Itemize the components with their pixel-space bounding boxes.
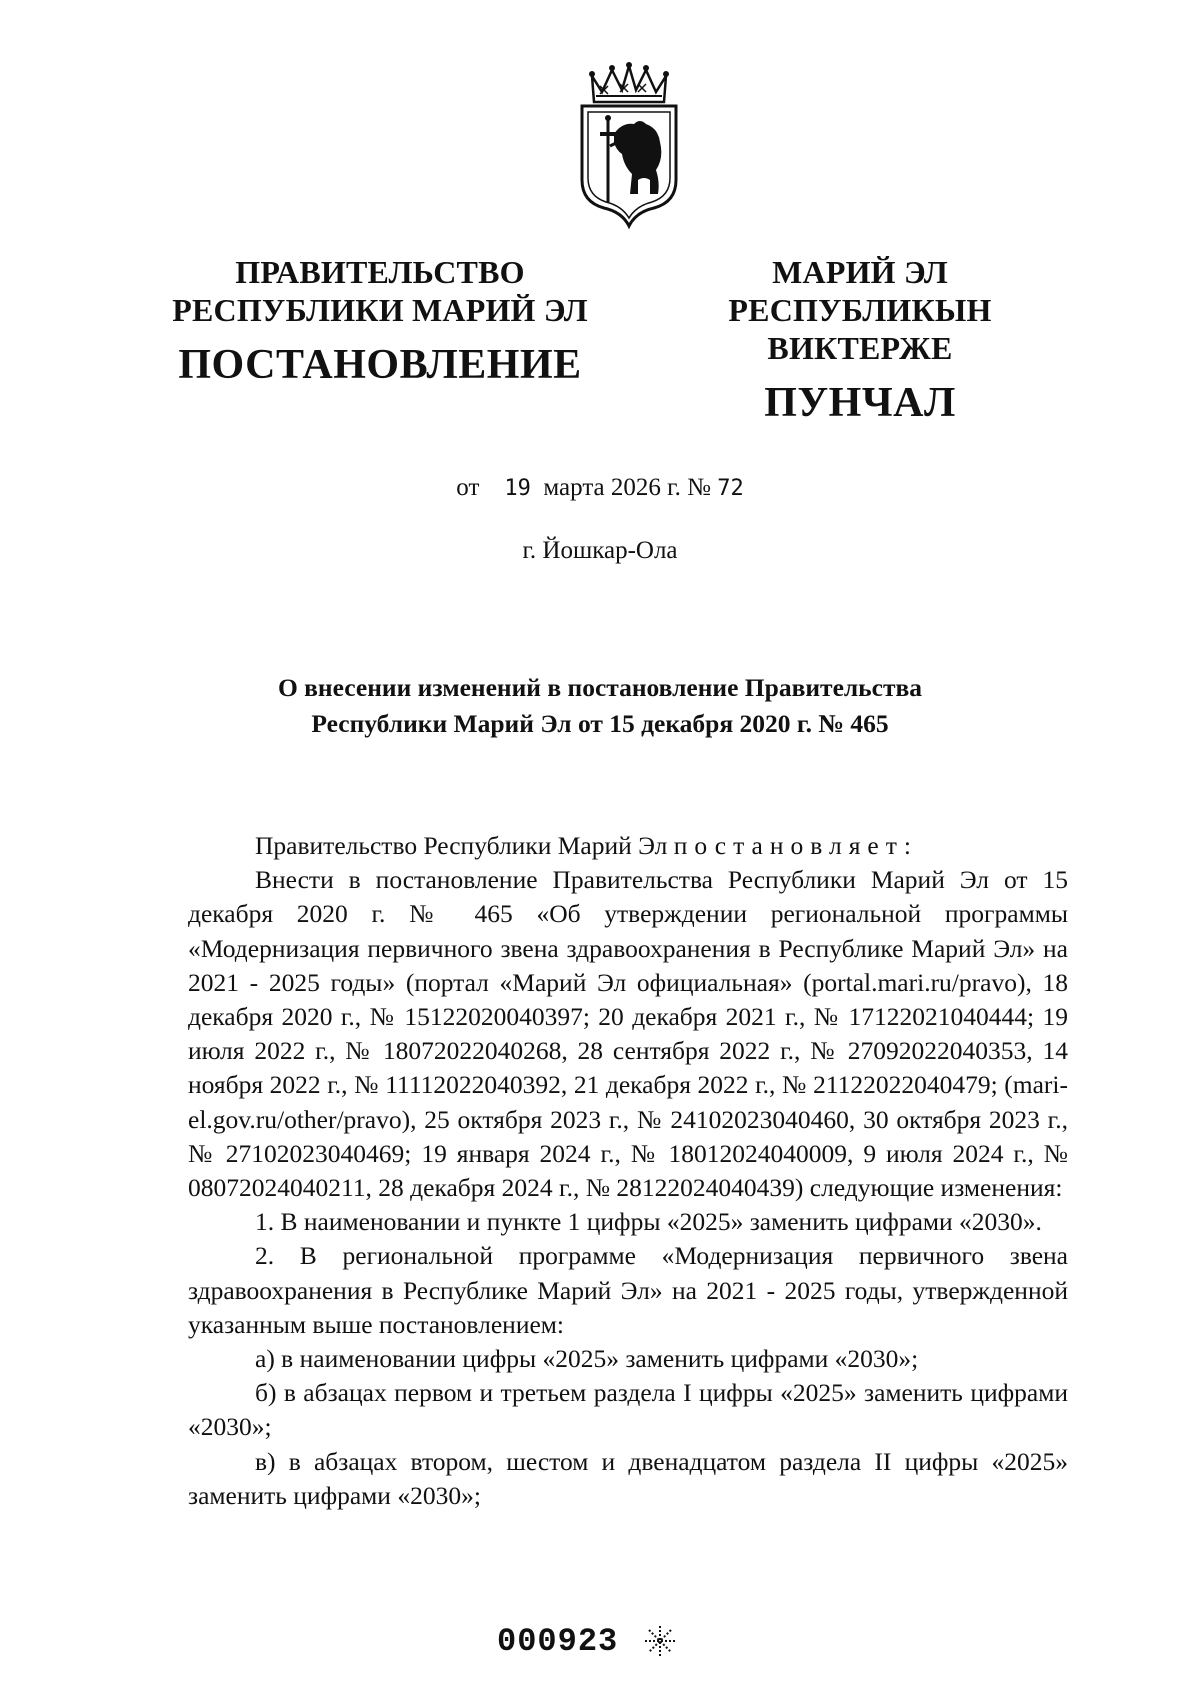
item-2b: б) в абзацах первом и третьем раздела I цифры «2025» заменить цифрами «2030»;	[188, 1378, 1068, 1442]
document-type-mari: ПУНЧАЛ	[764, 380, 956, 426]
header-left	[170, 253, 590, 389]
government-name-mari-line1: МАРИЙ ЭЛ РЕСПУБЛИКЫН	[728, 254, 992, 328]
document-type-ru: ПОСТАНОВЛЕНИЕ	[178, 342, 582, 388]
city: г. Йошкар-Ола	[522, 537, 678, 564]
government-name-mari-line2: ВИКТЕРЖЕ	[767, 330, 953, 366]
government-name-ru-line2: РЕСПУБЛИКИ МАРИЙ ЭЛ	[172, 292, 588, 328]
asterisk-mark-icon	[643, 1624, 677, 1658]
item-2c: в) в абзацах втором, шестом и двенадцатом раздела II цифры «2025» заменить цифрами «2030»;	[188, 1446, 1068, 1510]
number-sign: №	[687, 474, 711, 501]
subject-line1: О внесении изменений в постановление Правительства	[277, 673, 923, 702]
item-2a: а) в наименовании цифры «2025» заменить цифрами «2030»;	[255, 1344, 919, 1374]
date-line	[0, 474, 1200, 502]
document-number: 72	[717, 476, 744, 501]
form-serial-number: 000923	[497, 1623, 619, 1660]
government-name-ru-line1: ПРАВИТЕЛЬСТВО	[235, 254, 525, 290]
subject-line2: Республики Марий Эл от 15 декабря 2020 г. № 465	[311, 709, 889, 738]
date-day: 19	[504, 476, 531, 501]
coat-of-arms-icon	[574, 62, 684, 232]
document-body	[188, 829, 1068, 1513]
date-prefix: от	[456, 474, 480, 501]
item-1: 1. В наименовании и пункте 1 цифры «2025» заменить цифрами «2030».	[255, 1207, 1042, 1237]
document-subject	[150, 670, 1050, 742]
header-right	[640, 253, 1080, 427]
item-2: 2. В региональной программе «Модернизация первичного звена здравоохранения в Республике Марий Эл» на 2021 - 2025 годы, утвержденной указанным выше постановлением:	[188, 1241, 1068, 1339]
main-paragraph: Внести в постановление Правительства Республики Марий Эл от 15 декабря 2020 г. № 465 «Об утверждении региональной программы «Модернизация первичного звена здравоохранения в Республике Марий Эл» на 2021 - 2025 годы» (портал «Марий Эл официальная» (portal.mari.ru/pravo), 18 декабря 2020 г., № 15122020040397; 20 декабря 2021 г., № 17122021040444; 19 июля 2022 г., № 18072022040268, 28 сентября 2022 г., № 27092022040353, 14 ноября 2022 г., № 11112022040392, 21 декабря 2022 г., № 21122022040479; (mari-el.gov.ru/other/pravo), 25 октября 2023 г., № 24102023040460, 30 октября 2023 г., № 27102023040469; 19 января 2024 г., № 18012024040009, 9 июля 2024 г., № 08072024040211, 28 декабря 2024 г., № 28122024040439) следующие изменения:	[188, 865, 1068, 1203]
intro-paragraph	[188, 829, 1068, 863]
intro-verb: постановляет:	[673, 831, 918, 860]
date-month-year: марта 2026 г.	[543, 474, 681, 501]
intro-text: Правительство Республики Марий Эл	[255, 831, 668, 860]
